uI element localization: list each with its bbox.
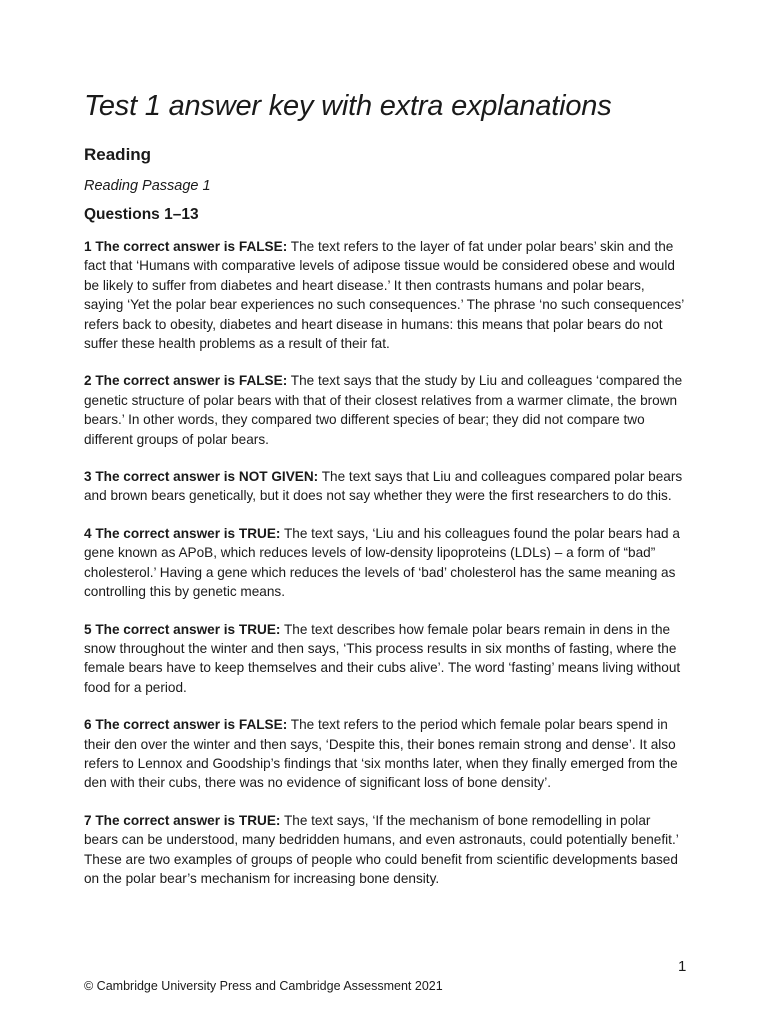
- answer-label: 2 The correct answer is FALSE:: [84, 373, 288, 389]
- answer-item: [84, 237, 684, 353]
- document-title: Test 1 answer key with extra explanations: [84, 90, 612, 122]
- section-heading: Reading: [84, 145, 152, 164]
- answer-item: [84, 811, 684, 889]
- answer-explanation: The text describes how female polar bears remain in dens in the snow throughout the winter and then says, ‘This process results in six months of fasting, where the female bears have to keep themselves and their cubs alive’. The word ‘fasting’ means living without food for a period.: [84, 621, 681, 695]
- answer-item: [84, 524, 684, 602]
- answer-explanation: The text says, ‘Liu and his colleagues found the polar bears had a gene known as APoB, which reduces levels of low-density lipoproteins (LDLs) – a form of “bad” cholesterol.’ Having a gene which reduces the levels of ‘bad’ cholesterol has the same meaning as controlling this by genetic means.: [84, 525, 680, 600]
- answer-item: [84, 715, 684, 793]
- answer-item: [84, 620, 684, 698]
- passage-label: Reading Passage 1: [84, 178, 211, 194]
- answer-explanation: The text refers to the layer of fat under polar bears’ skin and the fact that ‘Humans with comparative levels of adipose tissue would be considered obese and would be likely to suffer from diabetes and heart disease.’ It then contrasts humans and polar bears, saying ‘Yet the polar bear experiences no such consequences.’ The phrase ‘no such consequences’ refers back to obesity, diabetes and heart disease in humans: this means that polar bears do not suffer these health problems as a result of their fat.: [84, 239, 684, 352]
- answer-label: 7 The correct answer is TRUE:: [84, 812, 281, 828]
- answer-item: [84, 371, 684, 449]
- answer-label: 4 The correct answer is TRUE:: [84, 525, 281, 541]
- answer-list: [84, 237, 684, 906]
- answer-item: [84, 467, 684, 506]
- answer-explanation: The text refers to the period which female polar bears spend in their den over the winter and then says, ‘Despite this, their bones remain strong and dense’. It also refers to Lennox and Goodship’s findings that ‘six months later, when they finally emerged from the den with their cubs, there was no evidence of significant loss of bone density’.: [84, 717, 678, 791]
- answer-explanation: The text says, ‘If the mechanism of bone remodelling in polar bears can be understood, many bedridden humans, and even astronauts, could potentially benefit.’ These are two examples of groups of people who could benefit from scientific developments based on the polar bear’s mechanism for increasing bone density.: [84, 812, 679, 886]
- answer-label: 5 The correct answer is TRUE:: [84, 621, 281, 637]
- answer-label: 3 The correct answer is NOT GIVEN:: [84, 469, 319, 485]
- answer-label: 6 The correct answer is FALSE:: [84, 717, 288, 733]
- copyright-notice: © Cambridge University Press and Cambridge Assessment 2021: [84, 979, 443, 993]
- page-number: 1: [678, 958, 687, 975]
- answer-explanation: The text says that Liu and colleagues compared polar bears and brown bears genetically, but it does not say whether they were the first researchers to do this.: [84, 469, 683, 504]
- answer-explanation: The text says that the study by Liu and colleagues ‘compared the genetic structure of polar bears with that of their closest relatives from a warmer climate, the brown bears.’ In other words, they compared two different species of bear; they did not compare two different groups of polar bears.: [84, 373, 683, 447]
- questions-heading: Questions 1–13: [84, 206, 199, 223]
- answer-label: 1 The correct answer is FALSE:: [84, 239, 288, 254]
